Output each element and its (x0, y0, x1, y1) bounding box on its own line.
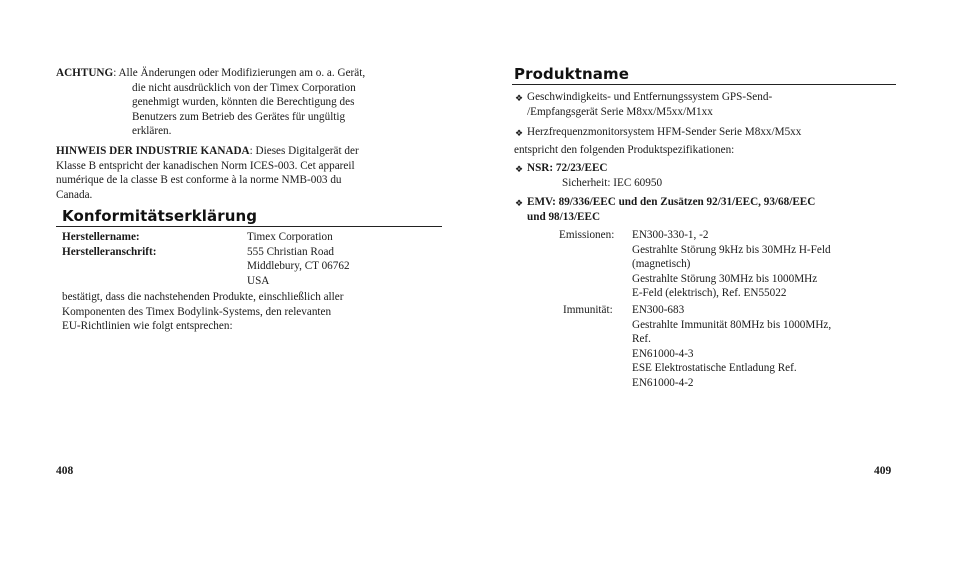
immunitaet-line-2: Ref. (632, 333, 651, 346)
hersteller-adresse-label: Herstelleranschrift: (62, 245, 157, 258)
adresse-line-1: Middlebury, CT 06762 (247, 260, 350, 273)
product-1 (527, 90, 772, 119)
emissionen-line-1: Gestrahlte Störung 9kHz bis 30MHz H-Feld (632, 243, 831, 256)
immunitaet-label: Immunität: (563, 304, 613, 316)
immunitaet-line-1: Gestrahlte Immunität 80MHz bis 1000MHz, (632, 318, 832, 331)
emissionen-label: Emissionen: (559, 229, 615, 241)
konformitaet-title: Konformitätserklärung (62, 207, 258, 225)
emissionen-line-0: EN300-330-1, -2 (632, 229, 709, 241)
nsr-sub: Sicherheit: IEC 60950 (562, 177, 663, 189)
immunitaet-values (632, 303, 831, 391)
product-1-line-1: /Empfangsgerät Serie M8xx/M5xx/M1xx (527, 105, 713, 118)
hinweis-label: HINWEIS DER INDUSTRIE KANADA (56, 145, 250, 157)
konf-text-line-0: bestätigt, dass die nachstehenden Produkte, einschließlich aller (62, 291, 344, 303)
konformitaet-rule (56, 226, 442, 227)
immunitaet-line-4: ESE Elektrostatische Entladung Ref. (632, 362, 797, 375)
page-number-right: 409 (874, 465, 892, 477)
konf-text-line-1: Komponenten des Timex Bodylink-Systems, den relevanten (62, 305, 332, 318)
hersteller-name-value: Timex Corporation (247, 231, 333, 243)
emissionen-values (632, 228, 831, 301)
achtung-line-2: genehmigt wurden, könnten die Berechtigung des (132, 96, 355, 109)
bullet-icon: ❖ (515, 198, 524, 208)
hinweis-line-0: : Dieses Digitalgerät der (249, 145, 359, 157)
hinweis-block (56, 144, 456, 202)
bullet-icon: ❖ (515, 128, 524, 138)
immunitaet-line-3: EN61000-4-3 (632, 347, 694, 360)
product-2: Herzfrequenzmonitorsystem HFM-Sender Serie M8xx/M5xx (527, 126, 802, 138)
achtung-line-0: : Alle Änderungen oder Modifizierungen am o. a. Gerät, (113, 67, 366, 79)
hinweis-line-1: Klasse B entspricht der kanadischen Norm ICES-003. Cet appareil (56, 159, 355, 172)
hinweis-line-2: numérique de la classe B est conforme à la norme NMB-003 du (56, 174, 342, 187)
adresse-line-0: 555 Christian Road (247, 245, 335, 258)
achtung-line-1: die nicht ausdrücklich von der Timex Corporation (132, 81, 356, 94)
achtung-line-3: Benutzers zum Betrieb des Gerätes für ungültig (132, 110, 346, 123)
emv-line-1: und 98/13/EEC (527, 210, 601, 223)
emissionen-line-2: (magnetisch) (632, 258, 691, 271)
achtung-continuation (132, 81, 452, 139)
immunitaet-line-5: EN61000-4-2 (632, 376, 694, 389)
bullet-icon: ❖ (515, 93, 524, 103)
achtung-line-4: erklären. (132, 125, 172, 138)
entspricht-text: entspricht den folgenden Produktspezifikationen: (514, 144, 735, 156)
adresse-line-2: USA (247, 274, 270, 287)
nsr-label: NSR: 72/23/EEC (527, 162, 608, 174)
konformitaet-text (62, 290, 452, 334)
achtung-block (56, 66, 456, 81)
emissionen-line-3: Gestrahlte Störung 30MHz bis 1000MHz (632, 272, 818, 285)
hersteller-adresse (247, 245, 350, 289)
bullet-icon: ❖ (515, 164, 524, 174)
hinweis-line-3: Canada. (56, 188, 93, 201)
emissionen-line-4: E-Feld (elektrisch), Ref. EN55022 (632, 287, 787, 300)
hersteller-name-label: Herstellername: (62, 231, 140, 243)
konf-text-line-2: EU-Richtlinien wie folgt entsprechen: (62, 320, 233, 333)
emv-line-0: EMV: 89/336/EEC und den Zusätzen 92/31/EEC, 93/68/EEC (527, 196, 816, 208)
emv-label (527, 195, 815, 224)
product-1-line-0: Geschwindigkeits- und Entfernungssystem GPS-Send- (527, 91, 773, 103)
achtung-label: ACHTUNG (56, 67, 114, 79)
produktname-rule (512, 84, 896, 85)
page-number-left: 408 (56, 465, 74, 477)
produktname-title: Produktname (514, 65, 629, 83)
immunitaet-line-0: EN300-683 (632, 304, 685, 316)
